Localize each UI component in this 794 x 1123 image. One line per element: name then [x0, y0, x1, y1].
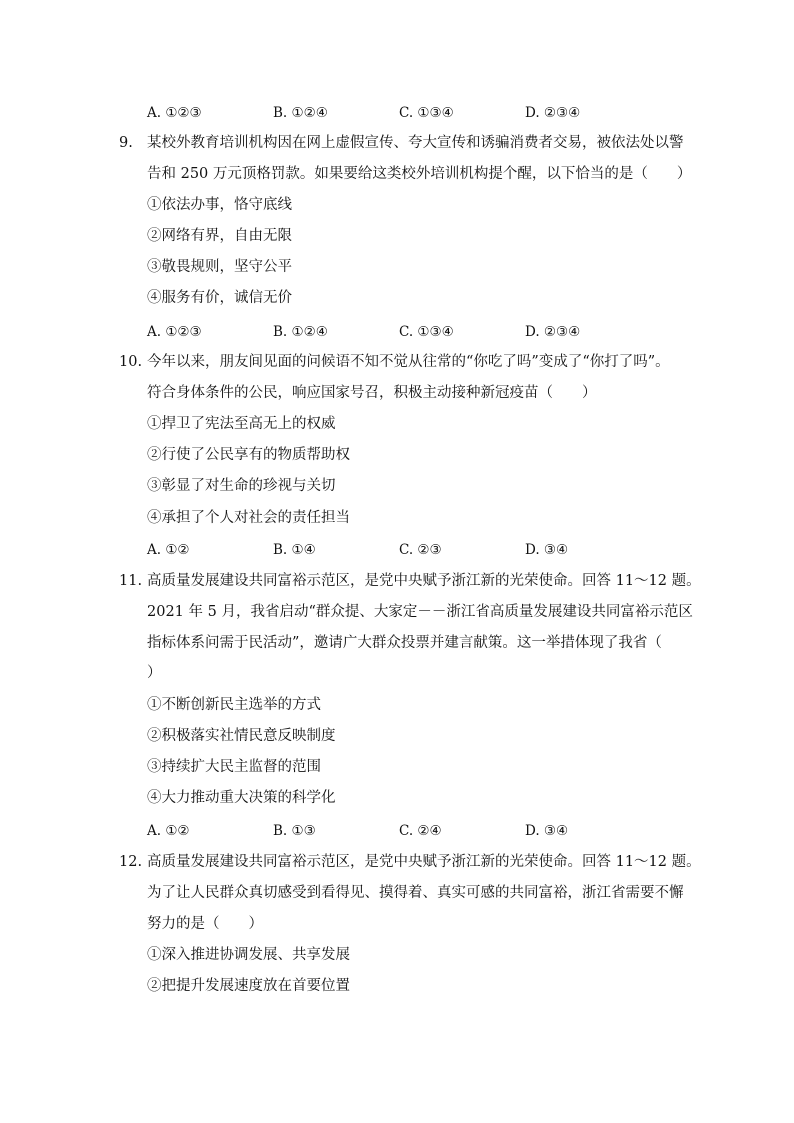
option-a: A. ①② — [147, 542, 190, 558]
statement-item: ①依法办事，恪守底线 — [147, 197, 292, 213]
statement-item: ④承担了个人对社会的责任担当 — [147, 510, 350, 526]
statement-item: ②把提升发展速度放在首要位置 — [147, 978, 350, 994]
statement-item: ④大力推动重大决策的科学化 — [147, 790, 336, 806]
question-stem-line: 今年以来，朋友间见面的问候语不知不觉从往常的“你吃了吗”变成了“你打了吗”。 — [147, 354, 670, 370]
question-stem-line: 2021 年 5 月，我省启动“群众提、大家定－－浙江省高质量发展建设共同富裕示范区 — [147, 604, 693, 620]
question-stem-line: ） — [147, 665, 162, 681]
option-d: D. ③④ — [525, 823, 569, 839]
question-number: 10. — [119, 354, 143, 370]
question-stem-line: 高质量发展建设共同富裕示范区，是党中央赋予浙江新的光荣使命。回答 11～12 题。 — [147, 854, 701, 870]
question-number: 11. — [119, 573, 143, 589]
option-b: B. ①②④ — [273, 324, 328, 340]
option-d: D. ②③④ — [525, 324, 581, 340]
option-c: C. ②④ — [399, 823, 442, 839]
statement-item: ②积极落实社情民意反映制度 — [147, 728, 336, 744]
option-c: C. ①③④ — [399, 324, 454, 340]
option-c: C. ②③ — [399, 542, 442, 558]
statement-item: ③持续扩大民主监督的范围 — [147, 759, 321, 775]
statement-item: ①不断创新民主选举的方式 — [147, 697, 321, 713]
option-d: D. ③④ — [525, 542, 569, 558]
statement-item: ③敬畏规则，坚守公平 — [147, 259, 292, 275]
option-a: A. ①②③ — [147, 324, 202, 340]
option-b: B. ①③ — [273, 823, 316, 839]
option-a: A. ①② — [147, 823, 190, 839]
option-d: D. ②③④ — [525, 105, 581, 121]
question-stem-line: 符合身体条件的公民，响应国家号召，积极主动接种新冠疫苗（ ） — [147, 385, 597, 401]
question-number: 9. — [119, 135, 133, 151]
question-stem-line: 高质量发展建设共同富裕示范区，是党中央赋予浙江新的光荣使命。回答 11～12 题。 — [147, 573, 701, 589]
question-stem-line: 告和 250 万元顶格罚款。如果要给这类校外培训机构提个醒，以下恰当的是（ ） — [147, 166, 692, 182]
question-stem-line: 为了让人民群众真切感受到看得见、摸得着、真实可感的共同富裕，浙江省需要不懈 — [147, 885, 684, 901]
statement-item: ①深入推进协调发展、共享发展 — [147, 947, 350, 963]
option-b: B. ①④ — [273, 542, 316, 558]
statement-item: ④服务有价，诚信无价 — [147, 290, 292, 306]
question-stem-line: 指标体系问需于民活动”，邀请广大群众投票并建言献策。这一举措体现了我省（ — [147, 635, 662, 651]
option-b: B. ①②④ — [273, 105, 328, 121]
question-stem-line: 某校外教育培训机构因在网上虚假宣传、夸大宣传和诱骗消费者交易，被依法处以警 — [147, 135, 684, 151]
option-c: C. ①③④ — [399, 105, 454, 121]
statement-item: ③彰显了对生命的珍视与关切 — [147, 478, 336, 494]
statement-item: ①捍卫了宪法至高无上的权威 — [147, 416, 336, 432]
question-number: 12. — [119, 854, 143, 870]
question-stem-line: 努力的是（ ） — [147, 916, 263, 932]
option-a: A. ①②③ — [147, 105, 202, 121]
statement-item: ②行使了公民享有的物质帮助权 — [147, 447, 350, 463]
statement-item: ②网络有界，自由无限 — [147, 228, 292, 244]
